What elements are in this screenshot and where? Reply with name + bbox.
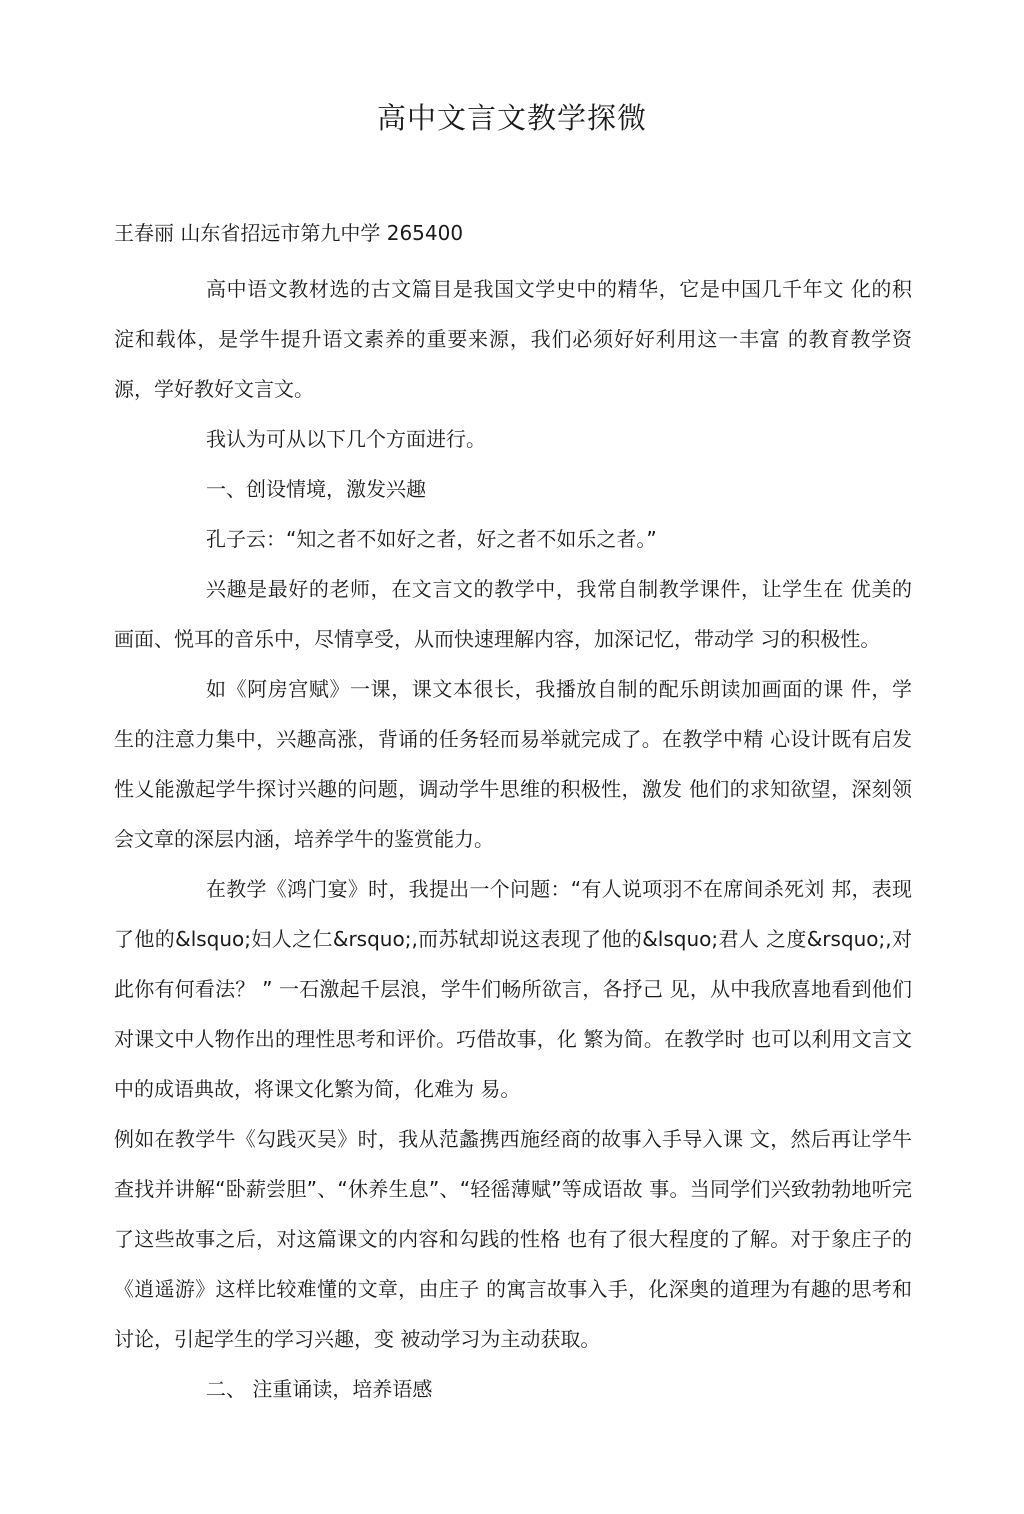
section-heading-1: 一、创设情境，激发兴趣 <box>206 477 426 501</box>
paragraph-interest: 兴趣是最好的老师，在文言文的教学中，我常自制教学课件，让学生在 优美的画面、悦耳的音乐中，尽情享受，从而快速理解内容，加深记忆，带动学 习的积极性。 <box>114 577 912 651</box>
document-title: 高中文言文教学探微 <box>376 101 647 135</box>
document-body <box>114 264 912 1414</box>
paragraph-afang-palace: 如《阿房宫赋》一课，课文本很长，我播放自制的配乐朗读加画面的课 件，学生的注意力集中，兴趣高涨，背诵的任务轻而易举就完成了。在教学中精 心设计既有启发性乂能激起学牛探讨兴趣的问题，调动学牛思维的积极性，激发 他们的求知欲望，深刻领会文章的深层内涵，培养学牛的鉴赏能力。 <box>114 677 912 851</box>
paragraph-hongmen-banquet: 在教学《鸿门宴》时，我提出一个问题：“有人说项羽不在席间杀死刘 邦，表现了他的&lsquo;妇人之仁&rsquo;,而苏轼却说这表现了他的&lsquo;君人 之度&rsquo;,对此你有何看法？ ” 一石激起千层浪，学牛们畅所欲言，各抒己 见，从中我欣喜地看到他们对课文中人物作出的理性思考和评价。巧借故事，化 繁为简。在教学时 也可以利用文言文中的成语典故，将课文化繁为简，化难为 易。 <box>114 877 912 1101</box>
paragraph-approach: 我认为可从以下几个方面进行。 <box>206 427 486 451</box>
section-heading-2: 二、 注重诵读，培养语感 <box>206 1377 433 1401</box>
paragraph-quote: 孔子云：“知之者不如好之者，好之者不如乐之者。” <box>206 527 657 551</box>
author-line: 王春丽 山东省招远市第九中学 265400 <box>114 221 464 245</box>
paragraph-intro: 高中语文教材选的古文篇目是我国文学史中的精华，它是中国几千年文 化的积淀和载体，是学牛提升语文素养的重要来源，我们必须好好利用这一丰富 的教育教学资源，学好教好文言文。 <box>114 277 912 401</box>
paragraph-goujian: 例如在教学牛《勾践灭吴》时，我从范蠡携西施经商的故事入手导入课 文，然后再让学牛查找并讲解“卧薪尝胆”、“休养生息”、“轻徭薄赋”等成语故 事。当同学们兴致勃勃地听完了这些故事之后，对这篇课文的内容和勾践的性格 也有了很大程度的了解。对于象庄子的《逍遥游》这样比较难懂的文章，由庄子 的寓言故事入手，化深奥的道理为有趣的思考和讨论，引起学生的学习兴趣，变 被动学习为主动获取。 <box>114 1127 912 1351</box>
